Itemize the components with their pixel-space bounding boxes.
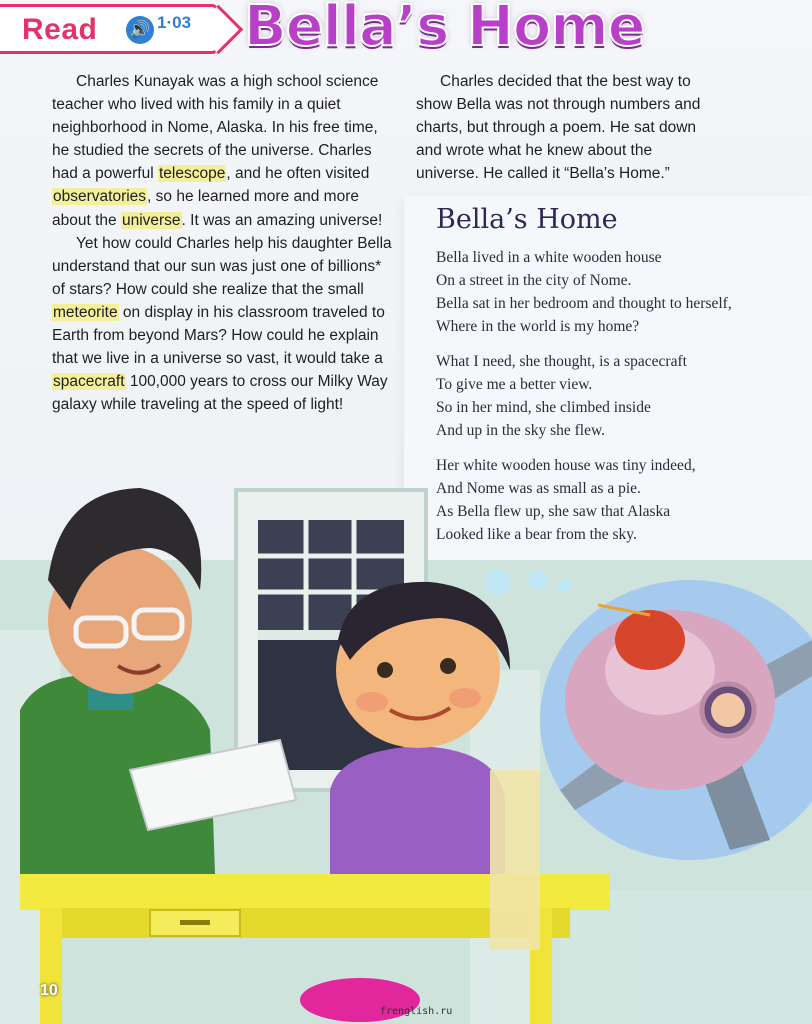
poem-stanza-2 [436, 350, 806, 442]
vocab-universe: universe [121, 211, 181, 229]
story-right-column [416, 70, 716, 185]
page-title: Bella’s Home [244, 0, 645, 59]
story-illustration [0, 470, 812, 1024]
poem-line: Bella sat in her bedroom and thought to herself, [436, 295, 732, 312]
story-paragraph-3: Charles decided that the best way to show Bella was not through numbers and charts, but through a poem. He sat down and wrote what he knew about the universe. He called it “Bella’s Home.” [416, 73, 701, 183]
poem-stanza-1 [436, 246, 806, 338]
speaker-icon[interactable]: 🔊 [126, 16, 154, 44]
poem-line: And Nome was as small as a pie. [436, 480, 641, 497]
read-label: Read [22, 13, 98, 46]
watermark: frenglish.ru [380, 1006, 453, 1017]
poem-line: What I need, she thought, is a spacecraft [436, 353, 687, 370]
vocab-observatories: observatories [53, 188, 147, 206]
audio-track-number: 1·03 [157, 13, 192, 32]
poem-line: As Bella flew up, she saw that Alaska [436, 503, 671, 520]
vocab-meteorite: meteorite [53, 303, 118, 321]
poem-line: So in her mind, she climbed inside [436, 399, 651, 416]
poem-line: Looked like a bear from the sky. [436, 526, 637, 543]
vocab-spacecraft: spacecraft [53, 373, 125, 391]
poem-line: To give me a better view. [436, 376, 593, 393]
poem-title: Bella’s Home [436, 204, 618, 235]
poem-line: On a street in the city of Nome. [436, 272, 632, 289]
story-left-column [52, 70, 396, 416]
poem-line: And up in the sky she flew. [436, 422, 606, 439]
poem-line: Her white wooden house was tiny indeed, [436, 457, 696, 474]
story-paragraph-2: Yet how could Charles help his daughter Bella understand that our sun was just one of billions* of stars? How could she realize that the small meteorite on display in his classroom traveled to Earth from beyond Mars? How could he explain that we live in a universe so vast, it would take a spacecraft 100,000 years to cross our Milky Way galaxy while traveling at the speed of light! [52, 234, 392, 414]
chair [490, 770, 540, 950]
poem-line: Bella lived in a white wooden house [436, 249, 662, 266]
vocab-telescope: telescope [159, 165, 226, 183]
poem-line: Where in the world is my home? [436, 318, 640, 335]
page-number: 10 [40, 982, 58, 999]
story-paragraph-1: Charles Kunayak was a high school science teacher who lived with his family in a quiet neighborhood in Nome, Alaska. In his free time, he studied the secrets of the universe. Charles had a powerful telescope, and he often visited observatories, so he learned more and more about the universe. It was an amazing universe! [52, 73, 383, 229]
